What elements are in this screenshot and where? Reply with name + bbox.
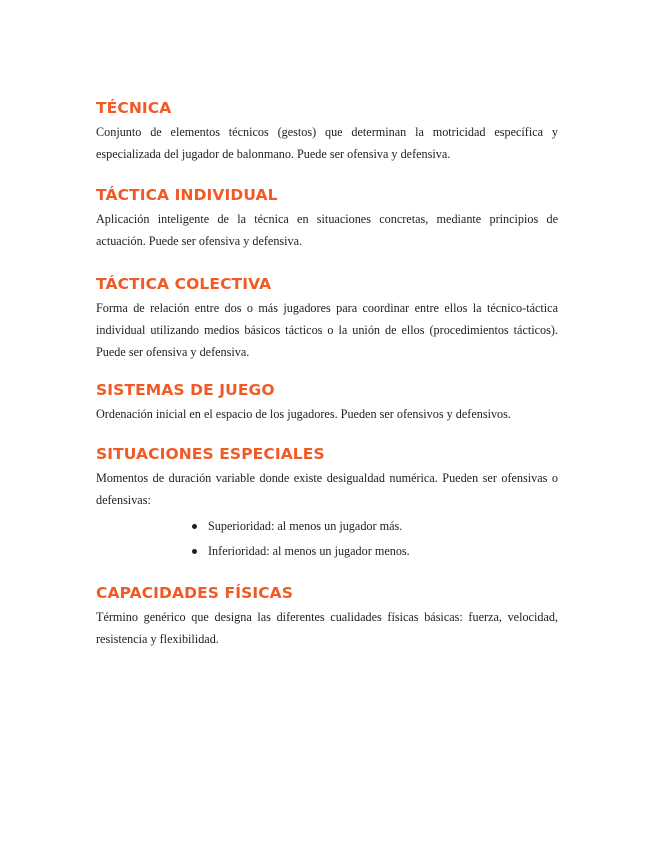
section-heading: SITUACIONES ESPECIALES	[96, 445, 325, 463]
bullet-dot-icon	[192, 549, 197, 554]
list-item-text: Inferioridad: al menos un jugador menos.	[208, 544, 410, 558]
section-body: Forma de relación entre dos o más jugadores para coordinar entre ellos la técnico-táctica individual utilizando medios básicos tácticos o la unión de ellos (procedimientos tácticos). Puede ser ofensiva y defensiva.	[96, 301, 558, 359]
section-capacidades-fisicas	[96, 582, 558, 650]
bullet-list	[96, 514, 558, 564]
section-heading: TÉCNICA	[96, 99, 172, 117]
bullet-dot-icon	[192, 524, 197, 529]
section-tactica-colectiva	[96, 273, 558, 363]
section-sistemas-de-juego	[96, 379, 558, 425]
section-heading: SISTEMAS DE JUEGO	[96, 381, 275, 399]
section-heading: CAPACIDADES FÍSICAS	[96, 584, 294, 602]
section-heading: TÁCTICA INDIVIDUAL	[96, 186, 278, 204]
section-situaciones-especiales	[96, 443, 558, 564]
document-page	[96, 97, 558, 669]
section-body: Conjunto de elementos técnicos (gestos) que determinan la motricidad específica y especializada del jugador de balonmano. Puede ser ofensiva y defensiva.	[96, 125, 558, 161]
list-item	[192, 514, 558, 539]
list-item-text: Superioridad: al menos un jugador más.	[208, 519, 403, 533]
list-item	[192, 539, 558, 564]
section-tactica-individual	[96, 184, 558, 252]
section-body: Momentos de duración variable donde existe desigualdad numérica. Pueden ser ofensivas o defensivas:	[96, 471, 558, 507]
section-heading: TÁCTICA COLECTIVA	[96, 275, 272, 293]
section-body: Aplicación inteligente de la técnica en situaciones concretas, mediante principios de actuación. Puede ser ofensiva y defensiva.	[96, 212, 558, 248]
section-body: Ordenación inicial en el espacio de los jugadores. Pueden ser ofensivos y defensivos.	[96, 407, 511, 421]
section-body: Término genérico que designa las diferentes cualidades físicas básicas: fuerza, velocidad, resistencia y flexibilidad.	[96, 610, 558, 646]
section-tecnica	[96, 97, 558, 165]
